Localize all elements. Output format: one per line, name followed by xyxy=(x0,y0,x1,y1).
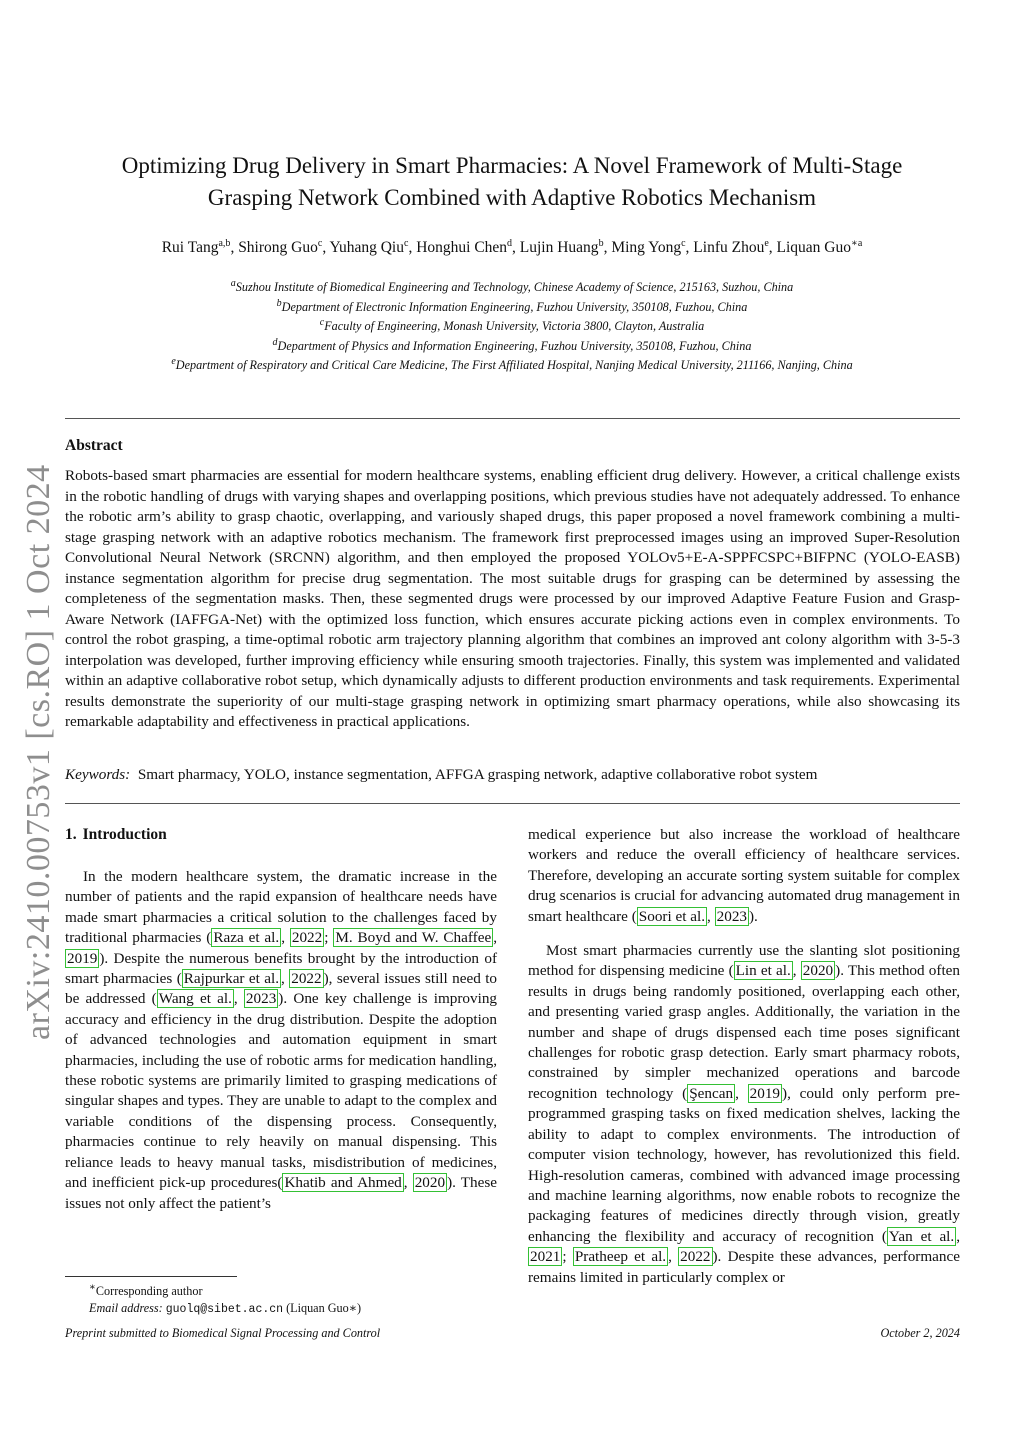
affiliation: $^a$Suzhou Institute of Biomedical Engineering and Technology, Chinese Academy of Science, 215163, Suzhou, China xyxy=(230,278,794,295)
footnote-rule xyxy=(65,1276,237,1277)
citation-link[interactable]: M. Boyd and W. Chaffee xyxy=(335,929,492,947)
keywords-text: Smart pharmacy, YOLO, instance segmentation, AFFGA grasping network, adaptive collaborative robot system xyxy=(137,766,818,783)
citation-link[interactable]: 2021 xyxy=(530,1248,561,1266)
citation-link[interactable]: 2023 xyxy=(245,990,277,1008)
citation-link[interactable]: 2022 xyxy=(680,1248,711,1266)
section-number: 1. xyxy=(65,826,77,843)
footnote-author-line: ∗Corresponding author xyxy=(89,1282,203,1299)
title-line-2: Grasping Network Combined with Adaptive Robotics Mechanism xyxy=(207,185,817,210)
left-column xyxy=(65,867,497,1214)
section-title: Introduction xyxy=(82,826,167,843)
author: Shirong Guo$^c$ xyxy=(238,238,323,257)
section-heading xyxy=(65,826,167,844)
author: Linfu Zhou$^e$ xyxy=(693,238,769,257)
citation-link[interactable]: Yan et al. xyxy=(888,1227,955,1245)
paragraph: medical experience but also increase the workload of healthcare workers and reduce the overall efficiency of healthcare services. Therefore, developing an accurate sorting system suitable for complex drug scenarios is crucial for advancing automated drug management in smart healthcare ( Soori et al. , 2023 ). xyxy=(528,826,960,925)
citation-link[interactable]: Rajpurkar et al. xyxy=(183,970,280,988)
author: Rui Tang$^{a,b}$ xyxy=(161,238,231,257)
abstract-bottom-rule xyxy=(65,803,960,804)
author: Liquan Guo$^{∗a}$ xyxy=(776,238,863,257)
citation-link[interactable]: 2019 xyxy=(67,949,98,967)
footer-date: October 2, 2024 xyxy=(880,1326,960,1340)
footnote xyxy=(65,1279,361,1318)
paper-title xyxy=(60,150,964,214)
keywords-label: Keywords: xyxy=(65,766,131,783)
abstract-body: Robots-based smart pharmacies are essential for modern healthcare systems, enabling efficient drug delivery. However, a critical challenge exists in the robotic handling of drugs with varying shapes and overlapping positions, which previous studies have not adequately addressed. To enhance the robotic arm’s ability to grasp chaotic, overlapping, and variously shaped drugs, this paper proposed a novel framework combining a multi-stage grasping network with an adaptive robotics mechanism. The framework first preprocessed images using an improved Super-Resolution Convolutional Neural Network (SRCNN) algorithm, and then employed the proposed YOLOv5+E-A-SPPFCSPC+BIFPNC (YOLO-EASB) instance segmentation algorithm for precise drug segmentation. The most suitable drugs for grasping can be determined by assessing the completeness of the segmentation masks. Then, these segmented drugs were processed by our improved Adaptive Feature Fusion and Grasp-Aware Network (IAFFGA-Net) with the optimized loss function, which ensures accurate picking actions even in complex environments. To control the robot grasping, a time-optimal robotic arm trajectory planning algorithm that combines an improved ant colony algorithm with 3-5-3 interpolation was developed, further improving efficiency while ensuring smooth trajectories. Finally, this system was implemented and validated within an adaptive collaborative robot setup, which dynamically adjusts to different production environments and task requirements. Experimental results demonstrate the superiority of our multi-stage grasping network in optimizing smart pharmacy operations, while also showcasing its remarkable adaptability and effectiveness in practical applications. xyxy=(65,467,960,730)
citation-link[interactable]: Şencan xyxy=(689,1084,734,1102)
paragraph: In the modern healthcare system, the dramatic increase in the number of patients and the rapid expansion of healthcare needs have made smart pharmacies a critical solution to the challenges faced by traditional pharmacies ( Raza et al. , 2022 ; M. Boyd and W. Chaffee , 2019 ). Despite the numerous benefits brought by the introduction of smart pharmacies ( Rajpurkar et al. , 2022 ), several issues still need to be addressed ( Wang et al. , 2023 ). One key challenge is improving accuracy and efficiency in the drug distribution. Despite the adoption of advanced technologies and automation equipment in smart pharmacies, including the use of robotic arms for medication handling, these robotic systems are primarily limited to grasping medications of singular shapes and types. They are unable to adapt to the complex and variable conditions of the dispensing process. Consequently, pharmacies continue to rely heavily on manual dispensing. This reliance leads to heavy manual tasks, misdistribution of medicines, and inefficient pick-up procedures( Khatib and Ahmed , 2020 ). These issues not only affect the patient’s xyxy=(65,868,498,1212)
citation-link[interactable]: 2022 xyxy=(291,929,323,947)
author: Ming Yong$^c$ xyxy=(611,238,686,257)
citation-link[interactable]: Wang et al. xyxy=(158,990,232,1008)
citation-link[interactable]: Lin et al. xyxy=(735,962,791,980)
citation-link[interactable]: Soori et al. xyxy=(638,907,706,925)
keywords xyxy=(65,766,960,784)
email-link[interactable]: guolq@sibet.ac.cn xyxy=(165,1303,284,1317)
affiliations xyxy=(40,276,984,374)
citation-link[interactable]: Pratheep et al. xyxy=(574,1248,667,1266)
title-line-1: Optimizing Drug Delivery in Smart Pharmacies: A Novel Framework of Multi-Stage xyxy=(121,153,903,178)
footer-journal: Preprint submitted to Biomedical Signal Processing and Control xyxy=(65,1326,381,1340)
abstract-top-rule xyxy=(65,418,960,419)
author: Lujin Huang$^b$ xyxy=(519,238,604,257)
citation-link[interactable]: 2023 xyxy=(716,907,747,925)
affiliation: $^e$Department of Respiratory and Critical Care Medicine, The First Affiliated Hospital, Nanjing Medical University, 211166, Nanjing, China xyxy=(171,356,853,373)
arxiv-stamp: arXiv:2410.00753v1 [cs.RO] 1 Oct 2024 xyxy=(20,464,57,1040)
right-column xyxy=(528,825,960,1288)
affiliation: $^d$Department of Physics and Information Engineering, Fuzhou University, 350108, Fuzhou, China xyxy=(272,336,752,353)
affiliation: $^c$Faculty of Engineering, Monash University, Victoria 3800, Clayton, Australia xyxy=(319,317,705,334)
footnote-email-line: Email address: guolq@sibet.ac.cn (Liquan Guo∗) xyxy=(89,1301,362,1317)
paragraph: Most smart pharmacies currently use the slanting slot positioning method for dispensing medicine ( Lin et al. , 2020 ). This method often results in drugs being randomly positioned, overlapping each other, and presenting varied grasp angles. Additionally, the variation in the number and shape of drugs dispensed each time poses significant challenges for robotic grasp detection. Early smart pharmacy robots, constrained by simpler mechanized operations and barcode recognition technology ( Şencan , 2019 ), could only perform pre-programmed grasping tasks on fixed medication shelves, lacking the ability to adapt to complex environments. The introduction of computer vision technology, however, has revolutionized this field. High-resolution cameras, combined with advanced image processing and machine learning algorithms, now enable robots to recognize the packaging features of medicines directly through vision, greatly enhancing the flexibility and accuracy of recognition ( Yan et al. , 2021 ; Pratheep et al. , 2022 ). Despite these advances, performance remains limited in particularly complex or xyxy=(528,942,960,1286)
citation-link[interactable]: Raza et al. xyxy=(213,929,280,947)
citation-link[interactable]: 2020 xyxy=(802,962,834,980)
abstract-heading: Abstract xyxy=(65,437,123,454)
author: Honghui Chen$^d$ xyxy=(416,238,513,257)
citation-link[interactable]: Khatib and Ahmed xyxy=(284,1174,402,1192)
author-list: Rui Tang$^{a,b}$, Shirong Guo$^c$, Yuhang Qiu$^c$, Honghui Chen$^d$, Lujin Huang$^b$, Ming Yong$^c$, Linfu Zhou$^e$, Liquan Guo$^{∗a}$ xyxy=(161,238,863,257)
citation-link[interactable]: 2019 xyxy=(749,1084,781,1102)
citation-link[interactable]: 2022 xyxy=(291,970,322,988)
affiliation: $^b$Department of Electronic Information Engineering, Fuzhou University, 350108, Fuzhou, China xyxy=(276,297,748,314)
citation-link[interactable]: 2020 xyxy=(414,1174,446,1192)
author: Yuhang Qiu$^c$ xyxy=(329,238,409,257)
